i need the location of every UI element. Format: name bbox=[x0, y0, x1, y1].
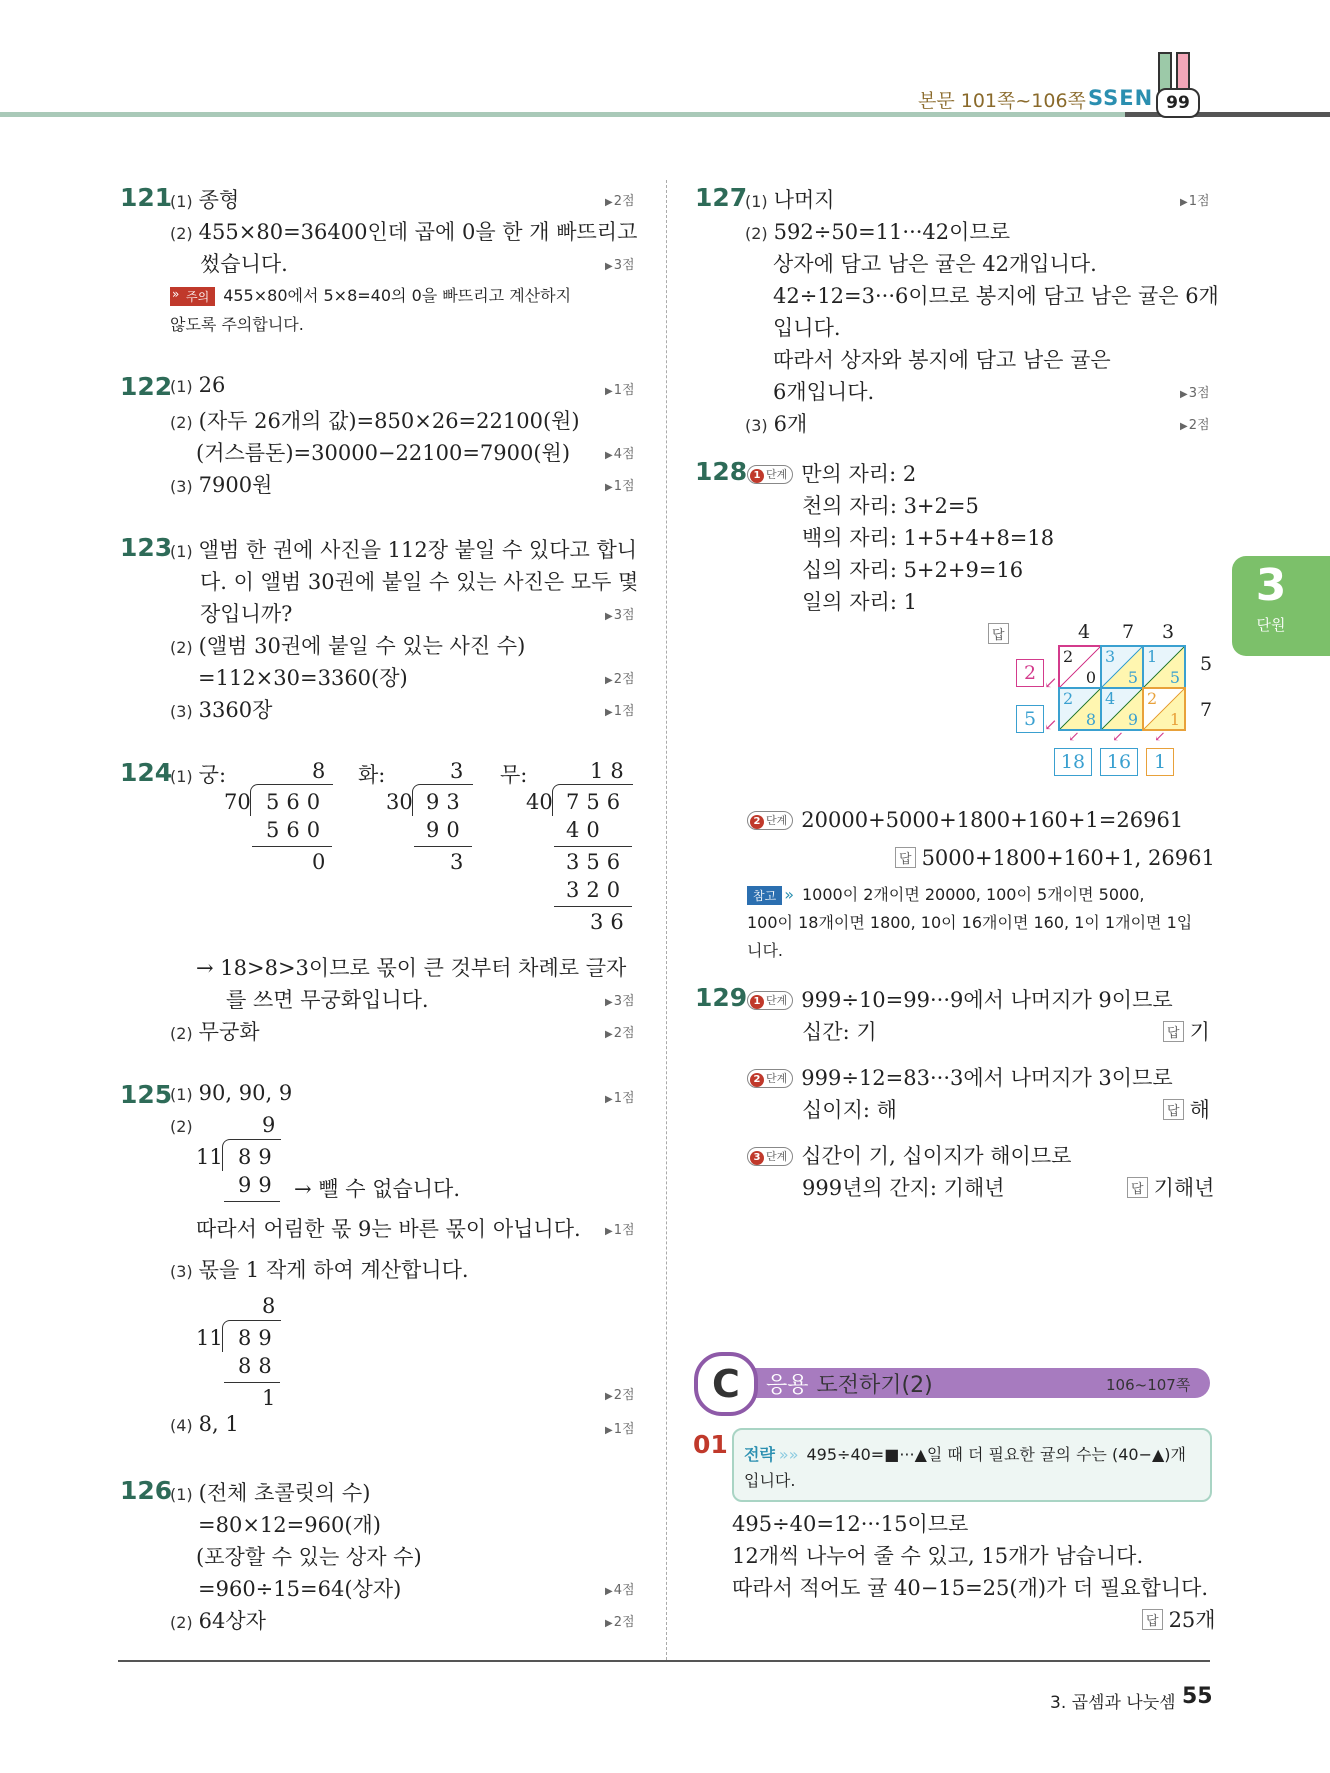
strategy-line1: 전략 »» 495÷40=■···▲일 때 더 필요한 귤의 수는 (40−▲)개 bbox=[744, 1445, 1186, 1464]
q125-div1-subtract: 99 bbox=[238, 1173, 279, 1197]
q121-caution2: 않도록 주의합니다. bbox=[170, 315, 304, 334]
q125-div2-line bbox=[224, 1382, 280, 1383]
div3-rem1: 356 bbox=[566, 850, 628, 874]
q126-line3: (포장할 수 있는 상자 수) bbox=[196, 1545, 422, 1569]
q129-step2b: 십이지: 해 bbox=[802, 1098, 897, 1122]
q126-line2: =80×12=960(개) bbox=[198, 1513, 381, 1537]
q129-step1a: 1 단계 999÷10=99···9에서 나머지가 9이므로 bbox=[747, 984, 1173, 1014]
lattice-right-7: 7 bbox=[1200, 699, 1213, 721]
div3-line1 bbox=[554, 846, 632, 847]
q122-pts3: ▶ 1점 bbox=[605, 475, 635, 494]
strategy-line2: 입니다. bbox=[744, 1471, 796, 1490]
q129-step2a: 2 단계 999÷12=83···3에서 나머지가 3이므로 bbox=[747, 1062, 1173, 1092]
q122-line2: (2) (자두 26개의 값)=850×26=22100(원) bbox=[170, 409, 580, 433]
header-brand: SSEN bbox=[1088, 86, 1154, 110]
q123-line3: 장입니까? bbox=[200, 602, 293, 626]
q124-pts2: ▶ 2점 bbox=[605, 1022, 635, 1041]
question-number-01: 01 bbox=[693, 1430, 728, 1459]
lattice-bottom-box-2: 16 bbox=[1100, 748, 1138, 776]
lattice-cell-r2c2: 4 9 bbox=[1100, 687, 1144, 731]
question-number-127: 127 bbox=[695, 183, 748, 212]
q124-hwa-label: 화: bbox=[358, 763, 386, 787]
q125-pts1: ▶ 1점 bbox=[605, 1087, 635, 1106]
q128-note3: 니다. bbox=[747, 941, 783, 960]
q126-pts1: ▶ 4점 bbox=[605, 1579, 635, 1598]
q125-div2-dividend: 89 bbox=[238, 1326, 279, 1350]
q128-note2: 100이 18개이면 1800, 10이 16개이면 160, 1이 1개이면 1입 bbox=[747, 913, 1193, 932]
question-number-122: 122 bbox=[120, 372, 173, 401]
q127-line6: 따라서 상자와 봉지에 담고 남은 귤은 bbox=[773, 348, 1111, 372]
lattice-arrow-bottom-2: ↙ bbox=[1112, 729, 1124, 745]
lattice-arrow-left-1: ↙ bbox=[1044, 673, 1058, 692]
q127-line1: (1) 나머지 bbox=[745, 188, 835, 212]
div2-divisor: 30 bbox=[386, 790, 413, 814]
q127-line7: 6개입니다. bbox=[773, 380, 875, 404]
q124-mu-label: 무: bbox=[500, 763, 528, 787]
section-letter: C bbox=[712, 1362, 740, 1406]
q129-step3b: 999년의 간지: 기해년 bbox=[802, 1176, 1005, 1200]
q125-line2: 따라서 어림한 몫 9는 바른 몫이 아닙니다. bbox=[196, 1217, 581, 1241]
header-range: 본문 101쪽~106쪽 bbox=[918, 90, 1086, 112]
div3-dividend: 756 bbox=[566, 790, 628, 814]
q127-pts3: ▶ 2점 bbox=[1180, 414, 1210, 433]
q125-pts2: ▶ 1점 bbox=[605, 1219, 635, 1238]
chapter-label: 단원 bbox=[1256, 616, 1286, 634]
q125-line1: (1) 90, 90, 9 bbox=[170, 1081, 293, 1105]
q128-line3: 백의 자리: 1+5+4+8=18 bbox=[802, 526, 1055, 550]
div1-line bbox=[252, 846, 332, 847]
q128-answer: 답 5000+1800+160+1, 26961 bbox=[895, 846, 1215, 870]
q122-pts2: ▶ 4점 bbox=[605, 443, 635, 462]
q01-line2: 12개씩 나누어 줄 수 있고, 15개가 남습니다. bbox=[732, 1544, 1144, 1568]
lattice-cell-r1c2: 3 5 bbox=[1100, 645, 1144, 689]
q122-line4: (3) 7900원 bbox=[170, 473, 273, 497]
lattice-top-4: 4 bbox=[1078, 621, 1091, 643]
q123-pts3: ▶ 1점 bbox=[605, 700, 635, 719]
q01-line3: 따라서 적어도 귤 40−15=25(개)가 더 필요합니다. bbox=[732, 1576, 1209, 1600]
lattice-cell-r1c1: 2 0 bbox=[1058, 645, 1102, 689]
div3-quotient: 18 bbox=[590, 759, 631, 783]
q123-line4: (2) (앨범 30권에 붙일 수 있는 사진 수) bbox=[170, 634, 526, 658]
step2-badge: 2 단계 bbox=[747, 811, 793, 830]
q121-line1: (1) 종형 bbox=[170, 188, 240, 212]
q125-div2-subtract: 88 bbox=[238, 1354, 279, 1378]
div1-divisor: 70 bbox=[224, 790, 251, 814]
q125-part2-label: (2) bbox=[170, 1117, 193, 1136]
footer-chapter: 3. 곱셈과 나눗셈 bbox=[1050, 1693, 1176, 1713]
div3-remainder: 36 bbox=[590, 910, 631, 934]
q126-line5: (2) 64상자 bbox=[170, 1609, 266, 1633]
question-number-125: 125 bbox=[120, 1080, 173, 1109]
q125-div2-divisor: 11 bbox=[196, 1326, 223, 1350]
section-banner-circle bbox=[694, 1352, 758, 1416]
q125-div2-quotient: 8 bbox=[262, 1294, 283, 1318]
lattice-left-box-2: 5 bbox=[1016, 705, 1044, 733]
footer-rule bbox=[118, 1660, 1210, 1662]
q129-step1b: 십간: 기 bbox=[802, 1020, 877, 1044]
mascot-text: 99 bbox=[1156, 88, 1200, 118]
lattice-cell-r2c3: 2 1 bbox=[1142, 687, 1186, 731]
q123-pts2: ▶ 2점 bbox=[605, 668, 635, 687]
q125-line3: (3) 몫을 1 작게 하여 계산합니다. bbox=[170, 1258, 469, 1282]
div1-remainder: 0 bbox=[312, 850, 333, 874]
note-badge: 참고 bbox=[747, 886, 782, 905]
strategy-box bbox=[732, 1428, 1212, 1502]
q129-ans2: 답 해 bbox=[1163, 1094, 1210, 1124]
q125-pts4: ▶ 1점 bbox=[605, 1418, 635, 1437]
lattice-left-box-1: 2 bbox=[1016, 659, 1044, 687]
q128-note1: 참고 » 1000이 2개이면 20000, 100이 5개이면 5000, bbox=[747, 882, 1144, 905]
q122-line3: (거스름돈)=30000−22100=7900(원) bbox=[196, 441, 571, 465]
chapter-number: 3 bbox=[1255, 560, 1287, 611]
q121-caution1: » 주의 455×80에서 5×8=40의 0을 빠뜨리고 계산하지 bbox=[172, 286, 572, 305]
q128-line2: 천의 자리: 3+2=5 bbox=[802, 494, 979, 518]
answer-label: 답 bbox=[988, 622, 1015, 646]
q124-gung-label: (1) 궁: bbox=[170, 763, 227, 787]
q129-ans3: 답 기해년 bbox=[1127, 1172, 1214, 1202]
q123-line6: (3) 3360장 bbox=[170, 698, 273, 722]
q125-div1-quotient: 9 bbox=[262, 1113, 283, 1137]
question-number-126: 126 bbox=[120, 1476, 173, 1505]
div2-dividend: 93 bbox=[426, 790, 467, 814]
step2-badge-129: 2 단계 bbox=[747, 1069, 793, 1088]
lattice-bottom-box-3: 1 bbox=[1146, 748, 1174, 776]
lattice-top-3: 3 bbox=[1162, 621, 1175, 643]
lattice-cell-r1c3: 1 5 bbox=[1142, 645, 1186, 689]
div1-dividend: 560 bbox=[266, 790, 328, 814]
lattice-bottom-box-1: 18 bbox=[1054, 748, 1092, 776]
question-number-124: 124 bbox=[120, 758, 173, 787]
q125-pts3: ▶ 2점 bbox=[605, 1384, 635, 1403]
div3-line2 bbox=[554, 906, 632, 907]
q121-line3: 썼습니다. bbox=[200, 252, 288, 276]
q129-ans1: 답 기 bbox=[1163, 1016, 1210, 1046]
lattice-right-5: 5 bbox=[1200, 653, 1213, 675]
banner-title: 응용 도전하기(2) bbox=[766, 1373, 933, 1398]
question-number-129: 129 bbox=[695, 983, 748, 1012]
q125-line4: (4) 8, 1 bbox=[170, 1412, 239, 1436]
q01-line1: 495÷40=12···15이므로 bbox=[732, 1512, 969, 1536]
q128-line5: 일의 자리: 1 bbox=[802, 590, 917, 614]
page-number: 55 bbox=[1182, 1684, 1213, 1709]
mascot-logo bbox=[1150, 48, 1210, 126]
div1-quotient: 8 bbox=[312, 759, 333, 783]
div3-divisor: 40 bbox=[526, 790, 553, 814]
q125-div1-dividend: 89 bbox=[238, 1145, 279, 1169]
lattice-arrow-left-2: ↙ bbox=[1044, 715, 1058, 734]
div2-remainder: 3 bbox=[450, 850, 471, 874]
div2-subtract: 90 bbox=[426, 818, 467, 842]
q121-pts2: ▶ 3점 bbox=[605, 254, 635, 273]
q127-line3: 상자에 담고 남은 귤은 42개입니다. bbox=[773, 252, 1097, 276]
div1-subtract: 560 bbox=[266, 818, 328, 842]
div2-quotient: 3 bbox=[450, 759, 471, 783]
q121-line2: (2) 455×80=36400인데 곱에 0을 한 개 빠뜨리고 bbox=[170, 220, 638, 244]
column-divider bbox=[666, 180, 667, 1660]
question-number-128: 128 bbox=[695, 457, 748, 486]
q127-line5: 입니다. bbox=[773, 316, 841, 340]
q129-step3a: 3 단계 십간이 기, 십이지가 해이므로 bbox=[747, 1140, 1071, 1170]
q124-line1: → 18>8>3이므로 몫이 큰 것부터 차례로 글자 bbox=[196, 956, 627, 980]
step1-badge: 1 단계 bbox=[747, 465, 793, 484]
lattice-arrow-bottom-1: ↙ bbox=[1068, 729, 1080, 745]
div3-subtract2: 320 bbox=[566, 878, 628, 902]
q127-pts2: ▶ 3점 bbox=[1180, 382, 1210, 401]
q123-line2: 다. 이 앨범 30권에 붙일 수 있는 사진은 모두 몇 bbox=[200, 570, 639, 594]
q126-line1: (1) (전체 초콜릿의 수) bbox=[170, 1481, 371, 1505]
q124-pts1: ▶ 3점 bbox=[605, 990, 635, 1009]
question-number-123: 123 bbox=[120, 533, 173, 562]
q127-line8: (3) 6개 bbox=[745, 412, 808, 436]
q127-line4: 42÷12=3···6이므로 봉지에 담고 남은 귤은 6개 bbox=[773, 284, 1219, 308]
q128-line4: 십의 자리: 5+2+9=16 bbox=[802, 558, 1024, 582]
q123-line1: (1) 앨범 한 권에 사진을 112장 붙일 수 있다고 합니 bbox=[170, 538, 638, 562]
lattice-top-7: 7 bbox=[1122, 621, 1135, 643]
div3-subtract1: 40 bbox=[566, 818, 607, 842]
q124-line3: (2) 무궁화 bbox=[170, 1020, 260, 1044]
lattice-arrow-bottom-3: ↙ bbox=[1154, 729, 1166, 745]
step1-badge-129: 1 단계 bbox=[747, 991, 793, 1010]
q126-line4: =960÷15=64(상자) bbox=[198, 1577, 402, 1601]
q126-pts2: ▶ 2점 bbox=[605, 1611, 635, 1630]
q121-pts1: ▶ 2점 bbox=[605, 190, 635, 209]
step3-badge-129: 3 단계 bbox=[747, 1147, 793, 1166]
q125-div1-divisor: 11 bbox=[196, 1145, 223, 1169]
banner-pages: 106~107쪽 bbox=[1106, 1376, 1191, 1394]
q127-pts1: ▶ 1점 bbox=[1180, 190, 1210, 209]
q128-step2-line: 2 단계 20000+5000+1800+160+1=26961 bbox=[747, 808, 1183, 832]
question-number-121: 121 bbox=[120, 183, 173, 212]
q125-div1-line bbox=[224, 1201, 280, 1202]
chapter-side-tab[interactable] bbox=[1232, 556, 1330, 656]
q122-line1: (1) 26 bbox=[170, 373, 226, 397]
q128-step1-line1: 1 단계 만의 자리: 2 bbox=[747, 458, 916, 488]
div2-line bbox=[414, 846, 472, 847]
q123-line5: =112×30=3360(장) bbox=[198, 666, 408, 690]
q125-div1-note: → 뺄 수 없습니다. bbox=[294, 1177, 461, 1201]
q127-line2: (2) 592÷50=11···42이므로 bbox=[745, 220, 1010, 244]
lattice-cell-r2c1: 2 8 bbox=[1058, 687, 1102, 731]
q122-pts1: ▶ 1점 bbox=[605, 379, 635, 398]
q124-line2: 를 쓰면 무궁화입니다. bbox=[226, 988, 429, 1012]
q01-answer: 답 25개 bbox=[1142, 1604, 1216, 1634]
caution-badge: » 주의 bbox=[170, 287, 215, 306]
q125-div2-remainder: 1 bbox=[262, 1386, 283, 1410]
q123-pts1: ▶ 3점 bbox=[605, 604, 635, 623]
